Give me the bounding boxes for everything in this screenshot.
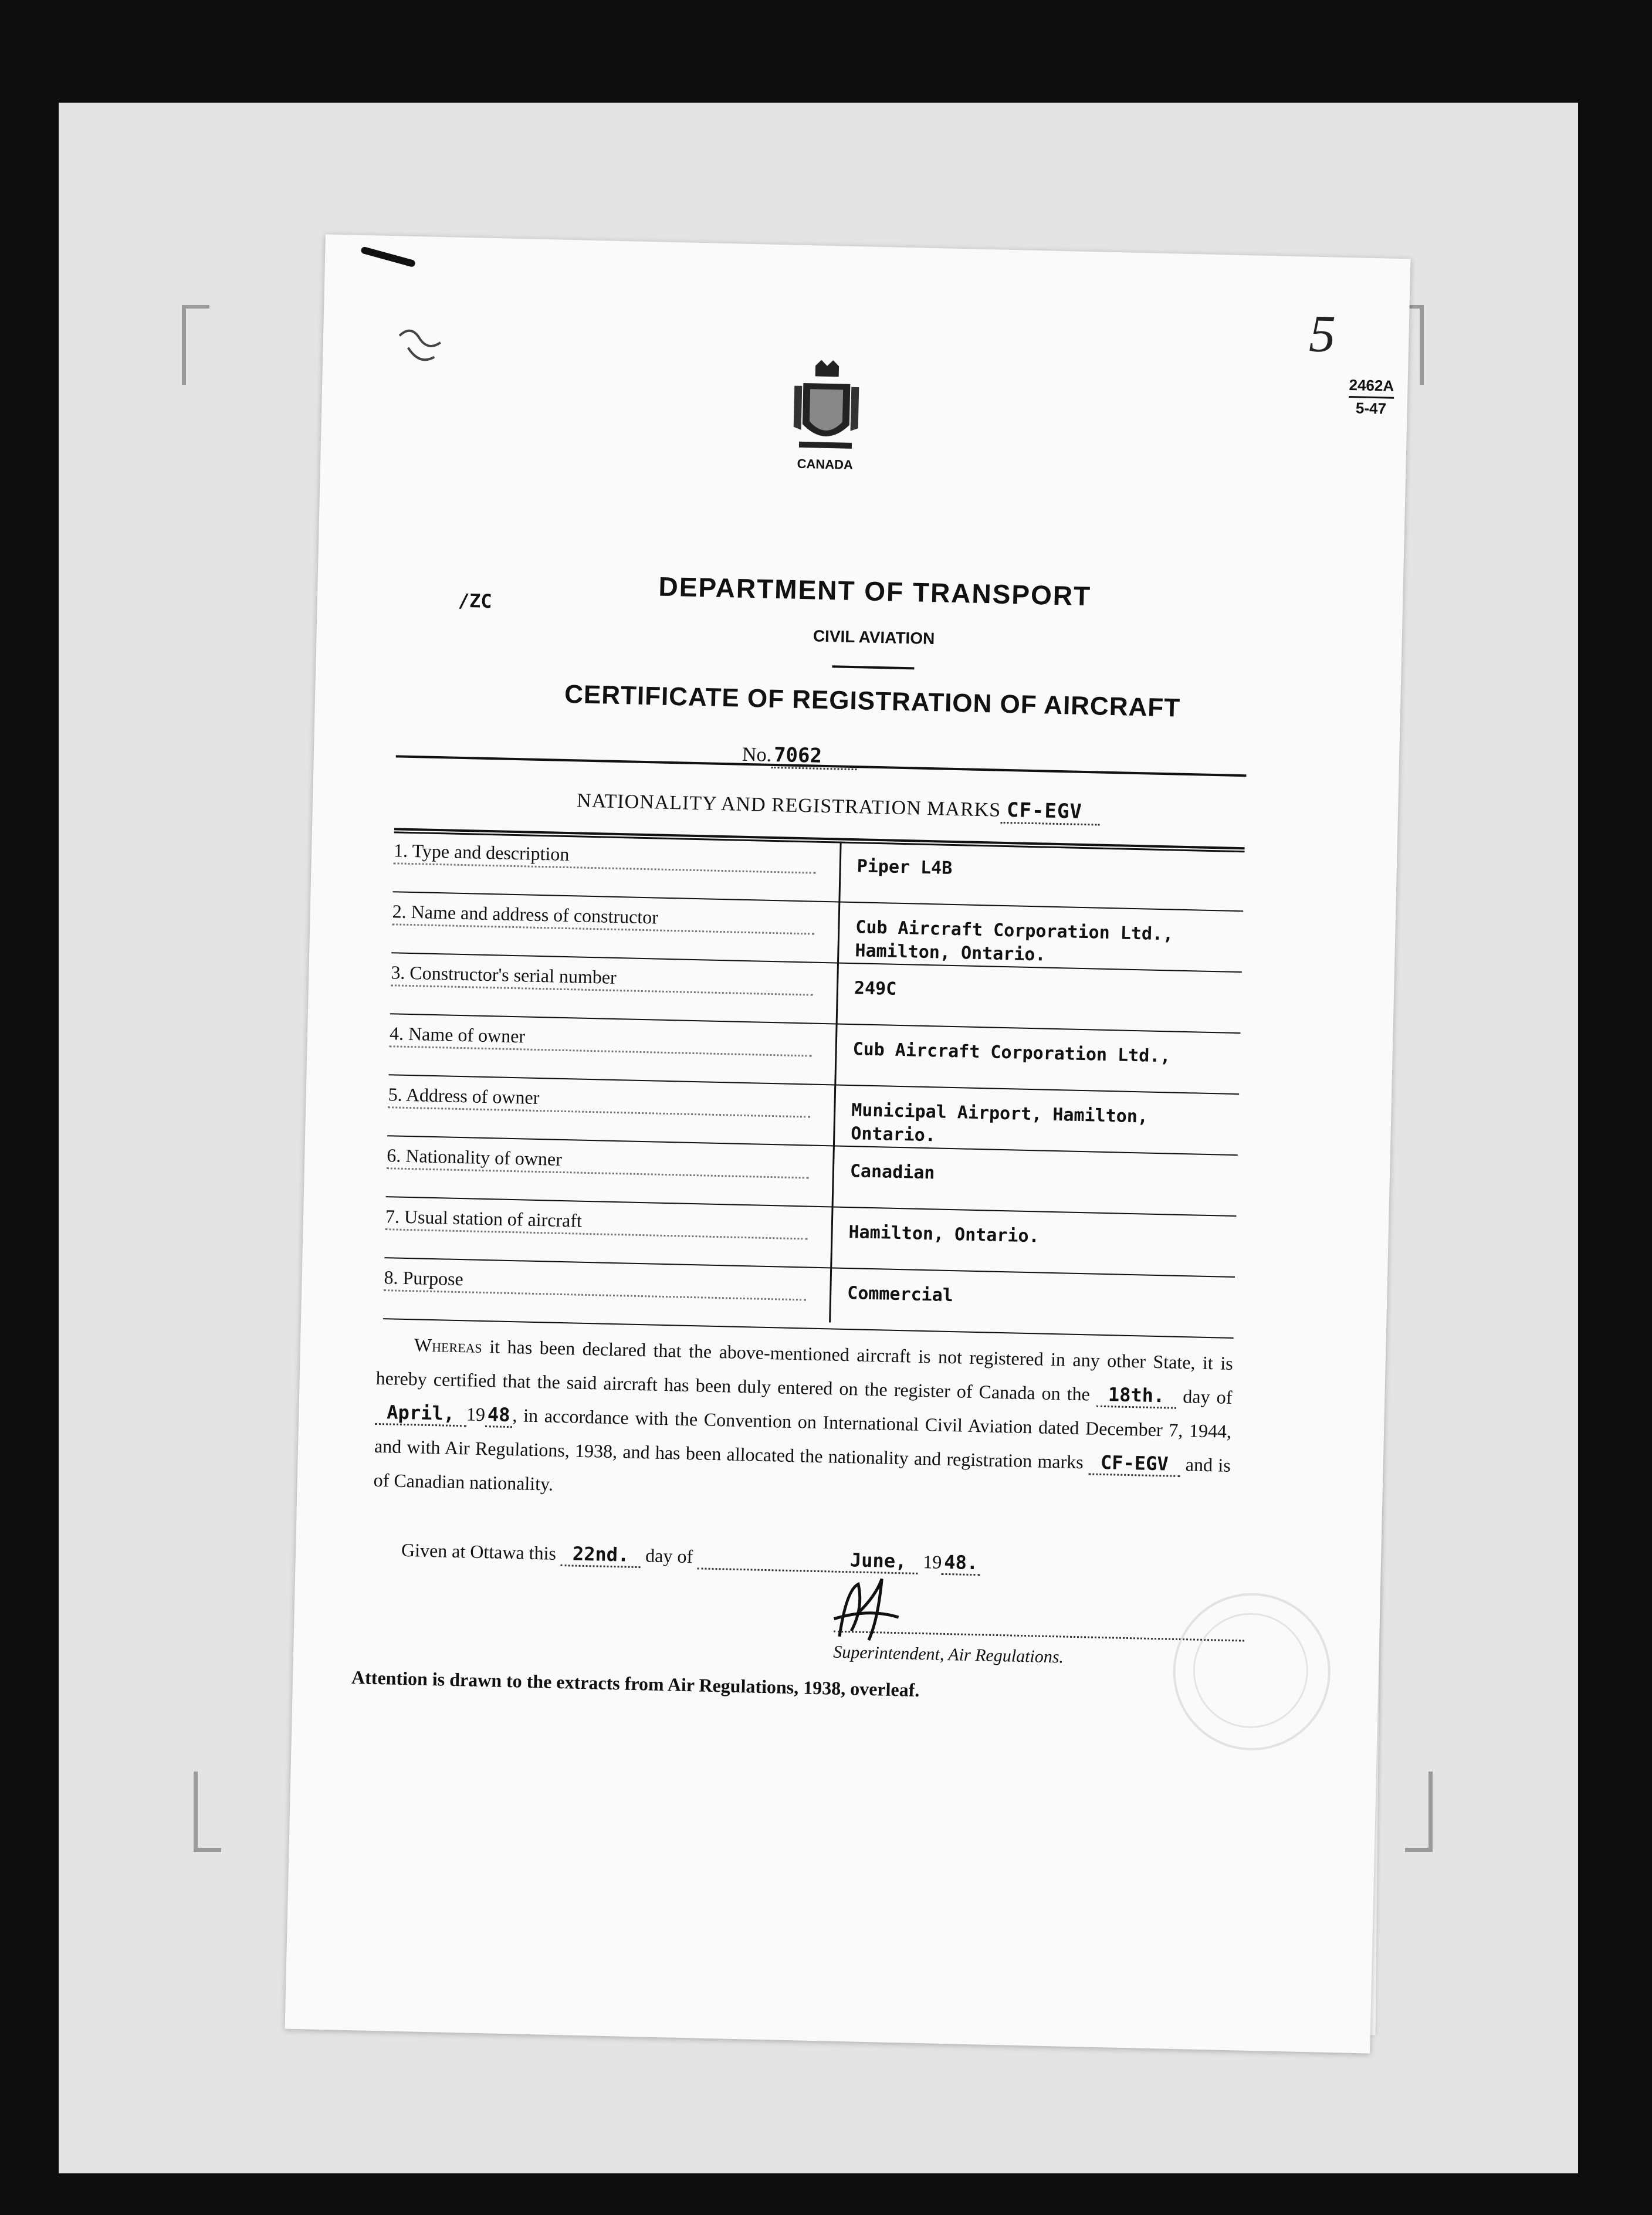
whereas-word: Whereas bbox=[414, 1334, 483, 1357]
row-value: Commercial bbox=[847, 1283, 954, 1306]
certificate-number-value: 7062 bbox=[771, 743, 858, 770]
coat-of-arms-icon bbox=[790, 360, 863, 455]
crop-mark-bottom-right bbox=[1405, 1772, 1433, 1852]
row-value: Municipal Airport, Hamilton, Ontario. bbox=[850, 1100, 1149, 1146]
row-value: Hamilton, Ontario. bbox=[848, 1222, 1040, 1247]
certificate-title: CERTIFICATE OF REGISTRATION OF AIRCRAFT bbox=[564, 679, 1181, 723]
nationality-marks bbox=[577, 788, 1101, 824]
nationality-marks-value: CF-EGV bbox=[1001, 798, 1101, 826]
crest-label: CANADA bbox=[797, 456, 854, 472]
row-value: Cub Aircraft Corporation Ltd., bbox=[852, 1039, 1171, 1067]
form-code-date: 5-47 bbox=[1355, 399, 1387, 418]
row-label: 3. Constructor's serial number bbox=[391, 961, 814, 995]
row-label: 8. Purpose bbox=[384, 1266, 807, 1300]
crop-mark-top-left bbox=[182, 305, 209, 385]
crop-mark-bottom-left bbox=[194, 1772, 221, 1852]
certificate-number-label: No. bbox=[742, 743, 772, 766]
registered-month: April, bbox=[375, 1401, 466, 1427]
certificate-number bbox=[742, 743, 858, 768]
nationality-marks-label: NATIONALITY AND REGISTRATION MARKS bbox=[576, 790, 1001, 821]
file-reference: /ZC bbox=[458, 589, 493, 612]
registered-year: 48 bbox=[485, 1403, 512, 1428]
row-value: Cub Aircraft Corporation Ltd., Hamilton, Ontario. bbox=[855, 917, 1174, 966]
pen-mark bbox=[360, 246, 416, 268]
row-value: 249C bbox=[854, 978, 897, 1000]
row-label: 6. Nationality of owner bbox=[387, 1144, 810, 1178]
given-day: 22nd. bbox=[560, 1542, 641, 1568]
certification-statement: Whereas it has been declared that the above-mentioned aircraft is not registered in any other State, it is hereby certified that the said aircraft has been duly entered on the register of Canada on the 18th. day of April, 1948, in accordance with the Convention on International Civil Aviation dated December 7, 1944, and with Air Regulations, 1938, and has been allocated the nationality and registration marks CF-EGV and is of Canadian nationality. bbox=[373, 1334, 1234, 1495]
form-code-number: 2462A bbox=[1349, 375, 1394, 399]
registered-day: 18th. bbox=[1096, 1383, 1177, 1409]
given-at-line: Given at Ottawa this 22nd. day of June, 1948. bbox=[401, 1539, 1234, 1580]
row-value: Canadian bbox=[849, 1161, 935, 1184]
given-month: June, bbox=[698, 1545, 919, 1574]
row-label: 4. Name of owner bbox=[390, 1022, 813, 1056]
allocated-marks: CF-EGV bbox=[1089, 1451, 1180, 1477]
signatory-title: Superintendent, Air Regulations. bbox=[832, 1642, 1064, 1667]
row-label: 7. Usual station of aircraft bbox=[385, 1205, 808, 1239]
attention-note: Attention is drawn to the extracts from Air Regulations, 1938, overleaf. bbox=[351, 1667, 920, 1701]
row-value: Piper L4B bbox=[857, 856, 953, 879]
department-title: DEPARTMENT OF TRANSPORT bbox=[658, 571, 1092, 612]
certificate-document bbox=[285, 234, 1411, 2053]
form-code bbox=[1348, 375, 1394, 419]
scribble-icon bbox=[393, 324, 447, 372]
row-label: 5. Address of owner bbox=[388, 1083, 811, 1117]
faint-seal-stamp bbox=[1172, 1591, 1332, 1752]
registration-table bbox=[383, 831, 1245, 1339]
given-year: 48. bbox=[942, 1551, 981, 1576]
row-label: 1. Type and description bbox=[394, 839, 817, 873]
division-title: CIVIL AVIATION bbox=[813, 626, 935, 648]
signature-icon bbox=[821, 1572, 917, 1650]
row-label: 2. Name and address of constructor bbox=[392, 900, 815, 934]
corner-number: 5 bbox=[1308, 304, 1336, 364]
title-separator bbox=[832, 665, 914, 669]
